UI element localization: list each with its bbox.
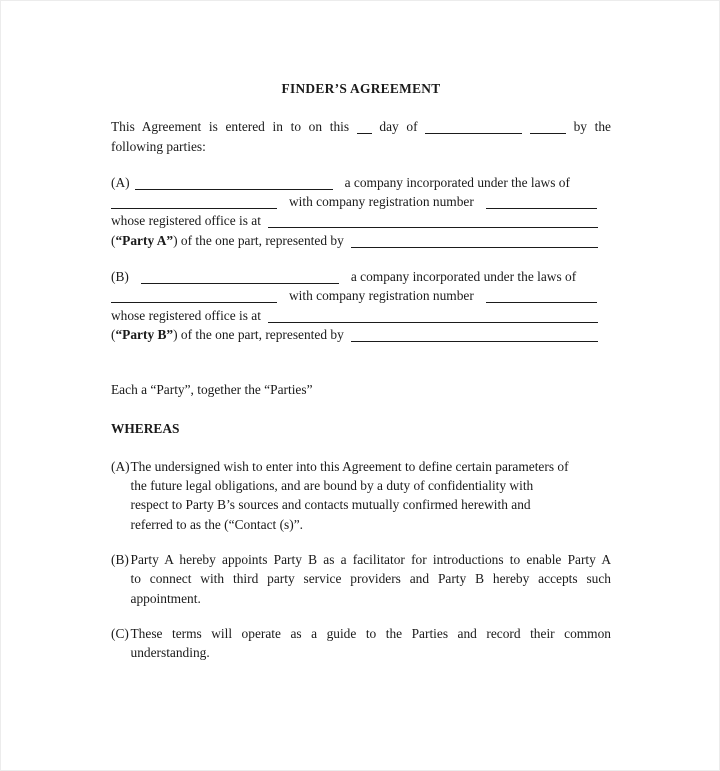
blank-party-b-jurisdiction [111,286,277,303]
party-b-line-1-text: a company incorporated under the laws of [350,269,577,285]
party-b-line-2-text: with company registration number [289,288,474,304]
party-a-line-4-rest: ) of the one part, represented by [173,232,344,248]
intro-text-1: This Agreement is entered in to on this [111,119,350,135]
party-a-line-3-text: whose registered office is at [111,213,261,229]
blank-party-b-registered-office [268,306,598,323]
party-b-line-3-text: whose registered office is at [111,307,261,323]
parties-definition-line: Each a “Party”, together the “Parties” [111,382,313,398]
party-a-line-2 [111,192,611,211]
party-b-line-3 [111,306,611,325]
whereas-clause-b-text [131,550,612,608]
whereas-clause-c-line-2: understanding. [130,645,210,661]
party-b-line-4-text [111,325,344,344]
party-b-line-4-rest: ) of the one part, represented by [173,326,344,342]
blank-year [530,121,566,134]
whereas-clause-a-marker: (A) [111,458,130,474]
blank-party-a-representative [351,231,598,248]
blank-day [357,121,372,134]
party-a-line-3 [111,211,611,230]
blank-party-a-name [135,173,333,190]
whereas-clause-b-marker: (B) [111,552,129,568]
whereas-clause-a [111,457,611,534]
whereas-clause-a-line-4: referred to as the (“Contact (s)”. [130,516,304,532]
agreement-document [111,79,611,679]
intro-paragraph [111,117,611,156]
document-title: FINDER’S AGREEMENT [281,81,441,96]
party-a-defined-name: “Party A” [115,232,174,248]
whereas-clause-c-text [131,624,612,663]
whereas-clause-b-line-3: appointment. [130,590,201,606]
party-a-line-1-text: a company incorporated under the laws of [344,174,570,190]
whereas-heading: WHEREAS [111,420,180,436]
blank-party-a-jurisdiction [111,192,277,209]
whereas-clause-a-text [131,457,612,534]
intro-text-2: day of [379,119,418,135]
party-a-line-4 [111,231,611,250]
blank-party-b-registration-number [486,286,597,303]
party-b-block [111,267,611,344]
whereas-clause-b-line-2: to connect with third party service providers and Party B hereby accepts such [130,571,611,587]
party-a-marker: (A) [111,174,130,190]
intro-line-1 [111,117,611,136]
whereas-clause-b [111,550,611,608]
party-b-marker: (B) [111,269,129,285]
party-b-line-1 [111,267,611,286]
intro-text-3: by the [573,119,612,135]
whereas-clause-a-line-3: respect to Party B’s sources and contacts mutually confirmed herewith and [130,497,531,513]
party-a-paren-open: ( [111,232,116,248]
blank-party-b-representative [351,325,598,342]
whereas-clause-c-line-1: These terms will operate as a guide to the Parties and record their common [130,625,611,641]
party-a-line-4-text [111,231,344,250]
blank-party-a-registration-number [486,192,597,209]
blank-party-b-name [141,267,339,284]
whereas-clause-a-line-2: the future legal obligations, and are bound by a duty of confidentiality with [130,478,534,494]
blank-month [425,121,522,134]
party-a-line-1 [111,173,611,192]
party-a-block [111,173,611,250]
party-b-defined-name: “Party B” [115,326,174,342]
whereas-clause-b-line-1: Party A hereby appoints Party B as a facilitator for introductions to enable Party A [130,552,611,568]
whereas-clause-c-marker: (C) [111,625,129,641]
party-b-paren-open: ( [111,326,116,342]
party-b-line-2 [111,286,611,305]
whereas-clause-a-line-1: The undersigned wish to enter into this Agreement to define certain parameters of [130,458,569,474]
intro-line-2: following parties: [111,138,206,154]
blank-party-a-registered-office [268,211,598,228]
party-a-line-2-text: with company registration number [289,194,474,210]
whereas-clause-c [111,624,611,663]
party-b-line-4 [111,325,611,344]
